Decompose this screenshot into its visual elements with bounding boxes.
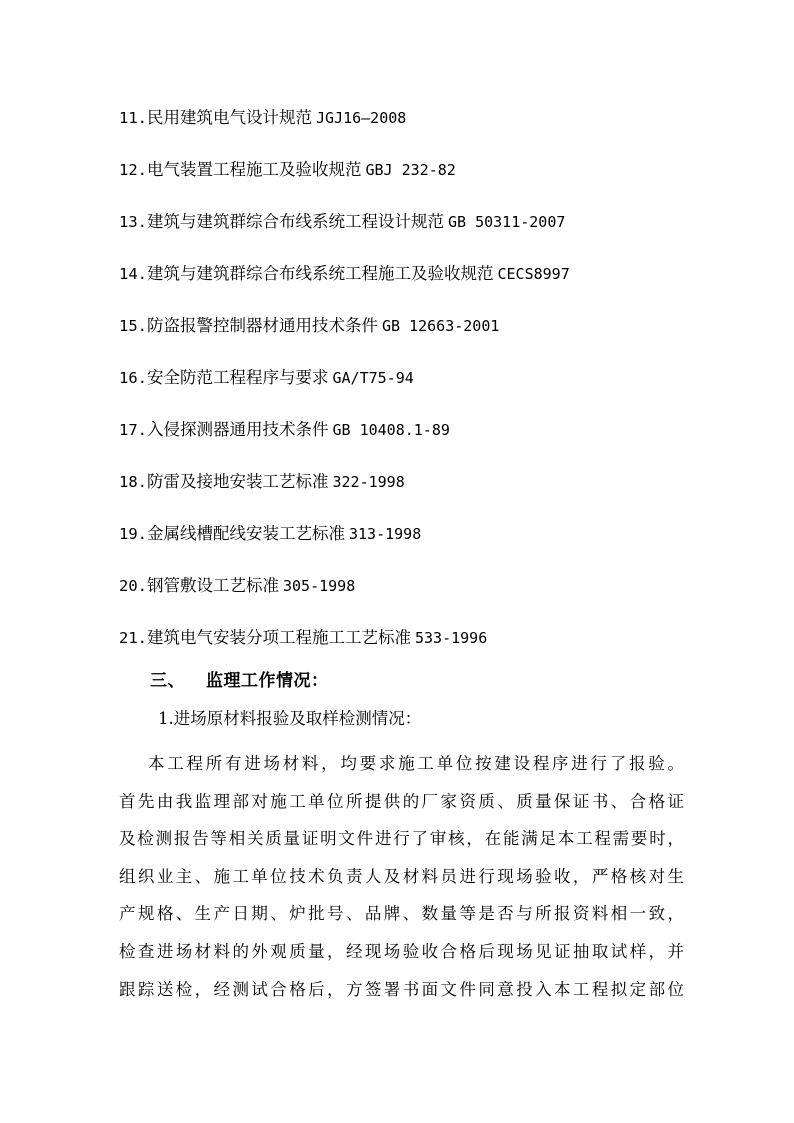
list-item (119, 468, 570, 520)
item-code: 322-1998 (332, 473, 405, 491)
list-item (119, 416, 570, 468)
item-number: 19. (119, 525, 147, 543)
item-title: 民用建筑电气设计规范 (147, 108, 312, 127)
paragraph-line: 组织业主、施工单位技术负责人及材料员进行现场验收，严格核对生 (119, 866, 684, 886)
list-item (119, 156, 570, 208)
item-code: JGJ16—2008 (316, 109, 407, 127)
item-title: 电气装置工程施工及验收规范 (147, 160, 362, 179)
item-code: GB 10408.1-89 (332, 421, 450, 439)
item-code: GB 12663-2001 (382, 317, 500, 335)
paragraph-line: 本工程所有进场材料，均要求施工单位按建设程序进行了报验。 (148, 754, 684, 773)
list-item (119, 104, 570, 156)
body-paragraph (119, 745, 684, 1008)
section-title: 监理工作情况： (206, 671, 329, 691)
item-number: 16. (119, 369, 147, 387)
standards-list (119, 104, 570, 676)
item-title: 入侵探测器通用技术条件 (147, 420, 329, 439)
section-number: 三、 (150, 671, 185, 691)
paragraph-line: 产规格、生产日期、炉批号、品牌、数量等是否与所报资料相一致， (119, 904, 684, 924)
list-item (119, 208, 570, 260)
list-item (119, 312, 570, 364)
item-number: 12. (119, 161, 147, 179)
paragraph-line: 检查进场材料的外观质量，经现场验收合格后现场见证抽取试样，并 (119, 941, 684, 961)
item-number: 18. (119, 473, 147, 491)
item-code: GB 50311-2007 (448, 213, 566, 231)
section-heading (150, 667, 329, 695)
item-number: 15. (119, 317, 147, 335)
item-code: 533-1996 (415, 629, 488, 647)
item-code: 313-1998 (349, 525, 422, 543)
item-title: 钢管敷设工艺标准 (147, 576, 279, 595)
item-code: 305-1998 (283, 577, 356, 595)
paragraph-line: 及检测报告等相关质量证明文件进行了审核，在能满足本工程需要时， (119, 829, 684, 849)
item-number: 11. (119, 109, 147, 127)
item-number: 21. (119, 629, 147, 647)
list-item (119, 364, 570, 416)
paragraph-line: 首先由我监理部对施工单位所提供的厂家资质、质量保证书、合格证 (119, 791, 684, 811)
item-code: CECS8997 (497, 265, 570, 283)
item-title: 防雷及接地安装工艺标准 (147, 472, 329, 491)
list-item (119, 572, 570, 624)
item-number: 17. (119, 421, 147, 439)
item-number: 13. (119, 213, 147, 231)
item-title: 防盗报警控制器材通用技术条件 (147, 316, 378, 335)
item-number: 20. (119, 577, 147, 595)
item-title: 建筑与建筑群综合布线系统工程设计规范 (147, 212, 444, 231)
item-title: 建筑与建筑群综合布线系统工程施工及验收规范 (147, 264, 494, 283)
item-title: 安全防范工程程序与要求 (147, 368, 329, 387)
subsection-heading: 1.进场原材料报验及取样检测情况： (158, 709, 422, 728)
list-item (119, 260, 570, 312)
list-item (119, 520, 570, 572)
paragraph-line: 跟踪送检，经测试合格后，方签署书面文件同意投入本工程拟定部位 (119, 979, 684, 999)
item-title: 建筑电气安装分项工程施工工艺标准 (147, 628, 411, 647)
item-title: 金属线槽配线安装工艺标准 (147, 524, 345, 543)
item-code: GA/T75-94 (332, 369, 414, 387)
item-code: GBJ 232-82 (365, 161, 456, 179)
item-number: 14. (119, 265, 147, 283)
